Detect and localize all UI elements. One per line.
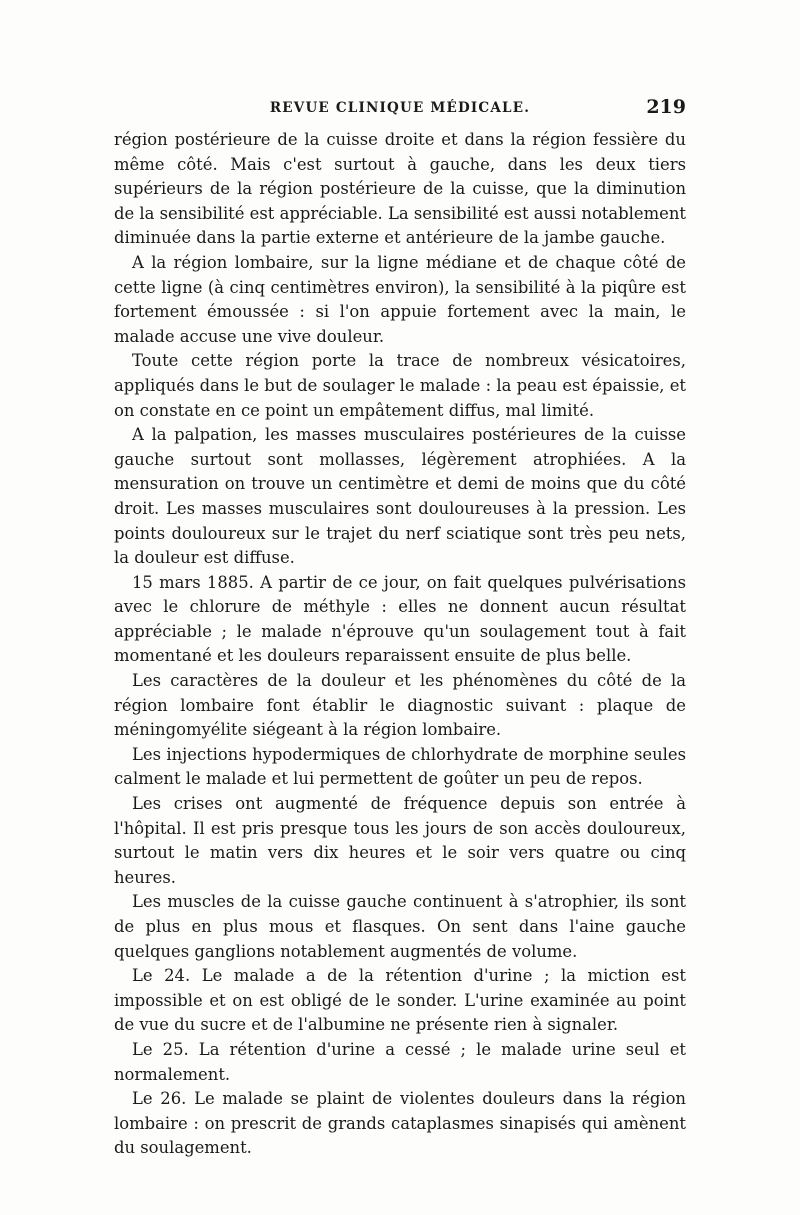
running-head xyxy=(114,92,686,124)
page-number: 219 xyxy=(646,96,686,118)
paragraph-palpation: A la palpation, les masses musculaires postérieures de la cuisse gauche surtout sont mollasses, légèrement atrophiées. A la mensuration on trouve un centimètre et demi de moins que du côté droit. Les masses musculaires sont douloureuses à la pression. Les points douloureux sur le trajet du nerf sciatique sont très peu nets, la douleur est diffuse. xyxy=(114,425,686,568)
paragraph-diagnostic: Les caractères de la douleur et les phénomènes du côté de la région lombaire font établir le diagnostic suivant : plaque de méningomyélite siégeant à la région lombaire. xyxy=(114,671,686,740)
paragraph-vesicatoires: Toute cette région porte la trace de nombreux vésicatoires, appliqués dans le but de soulager le malade : la peau est épaissie, et on constate en ce point un empâtement diffus, mal limité. xyxy=(114,351,686,420)
paragraph-lombaire-sensibilite: A la région lombaire, sur la ligne médiane et de chaque côté de cette ligne (à cinq centimètres environ), la sensibilité à la piqûre est fortement émoussée : si l'on appuie fortement avec la main, le malade accuse une vive douleur. xyxy=(114,252,686,346)
paragraph-le-24: Le 24. Le malade a de la rétention d'urine ; la miction est impossible et on est obligé de le sonder. L'urine examinée au point de vue du sucre et de l'albumine ne présente rien à signaler. xyxy=(114,966,686,1035)
paragraph-crises: Les crises ont augmenté de fréquence depuis son entrée à l'hôpital. Il est pris presque tous les jours de son accès douloureux, surtout le matin vers dix heures et le soir vers quatre ou cinq heures. xyxy=(114,794,686,887)
body-text xyxy=(114,128,686,1161)
running-title: REVUE CLINIQUE MÉDICALE. xyxy=(269,100,531,116)
paragraph-15-mars: 15 mars 1885. A partir de ce jour, on fait quelques pulvérisations avec le chlorure de méthyle : elles ne donnent aucun résultat appréciable ; le malade n'éprouve qu'un soulagement tout à fait momentané et les douleurs reparaissent ensuite de plus belle. xyxy=(114,572,686,666)
paragraph-injections: Les injections hypodermiques de chlorhydrate de morphine seules calment le malade et lui permettent de goûter un peu de repos. xyxy=(114,744,686,789)
paragraph-continuation: région postérieure de la cuisse droite et dans la région fessière du même côté. Mais c'est surtout à gauche, dans les deux tiers supérieurs de la région postérieure de la cuisse, que la diminution de la sensibilité est appréciable. La sensibilité est aussi notablement diminuée dans la partie externe et antérieure de la jambe gauche. xyxy=(114,130,686,248)
paragraph-le-26: Le 26. Le malade se plaint de violentes douleurs dans la région lombaire : on prescrit de grands cataplasmes sinapisés qui amènent du soulagement. xyxy=(114,1089,686,1158)
paragraph-muscles: Les muscles de la cuisse gauche continuent à s'atrophier, ils sont de plus en plus mous et flasques. On sent dans l'aine gauche quelques ganglions notablement augmentés de volume. xyxy=(114,892,686,961)
paragraph-le-25: Le 25. La rétention d'urine a cessé ; le malade urine seul et normalement. xyxy=(114,1039,686,1084)
